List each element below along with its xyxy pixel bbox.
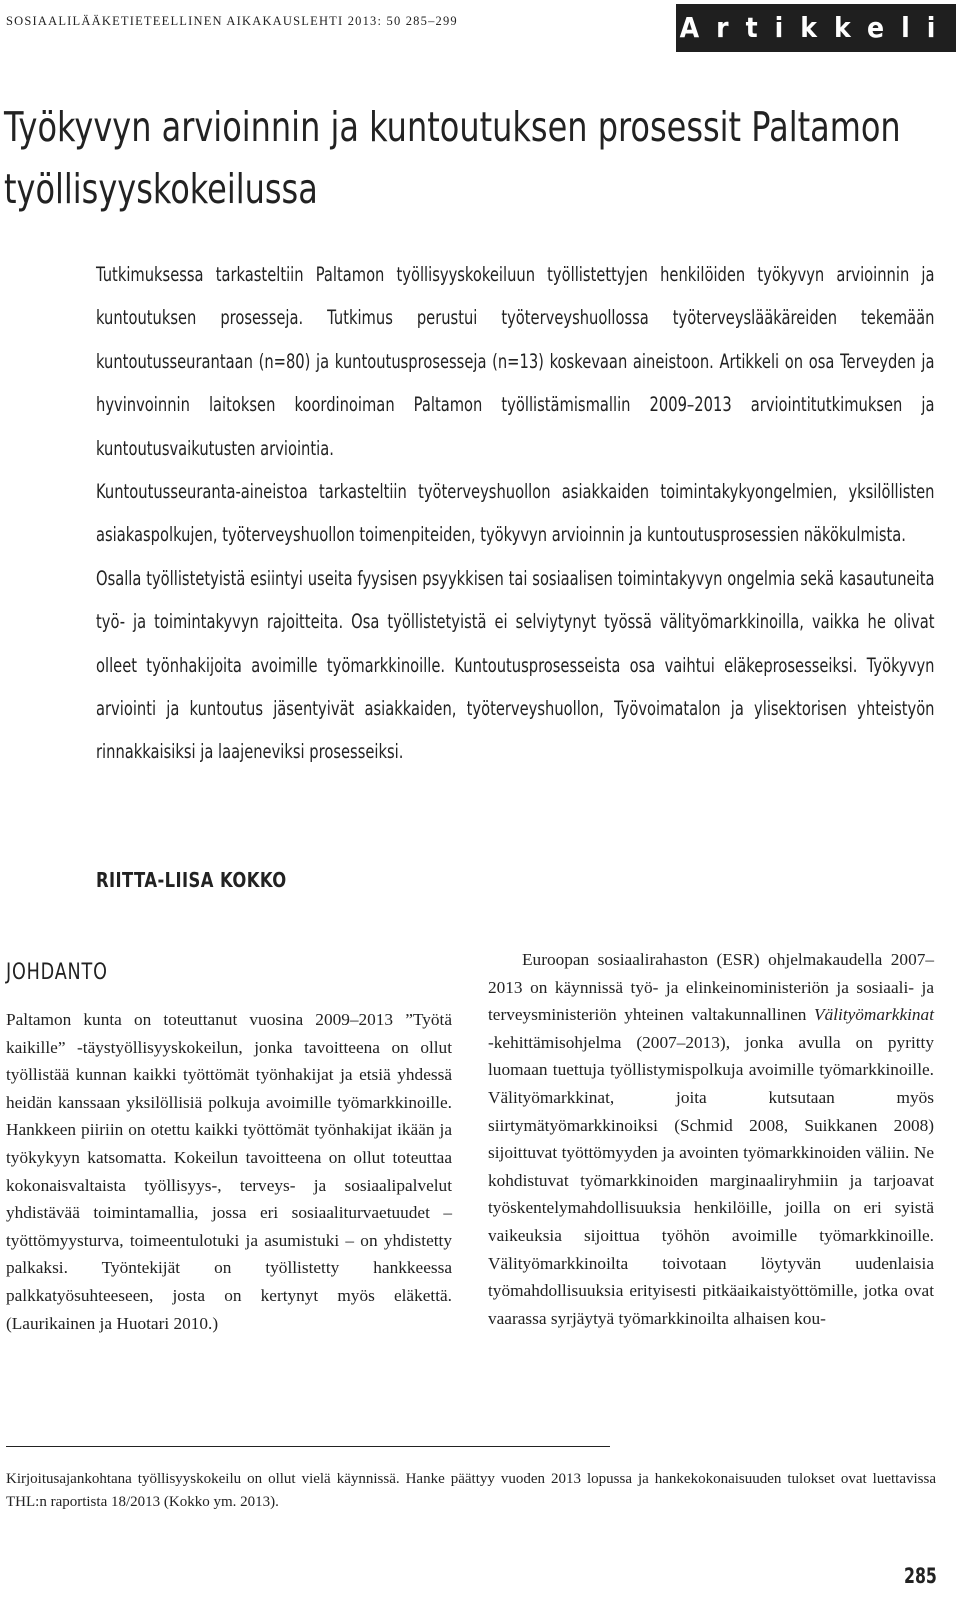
abstract-paragraph: Osalla työllistetyistä esiintyi useita fyysisen psyykkisen tai sosiaalisen toimintakyvyn ongelmia sekä kasautuneita työ- ja toimintakyvyn rajoitteita. Osa työllistetyistä ei selviytynyt työssä välityömarkkinoilla, vaikka he olivat olleet työnhakijoita avoimille työmarkkinoille. Kuntoutusprosesseista osa vaihtui eläkeprosesseiksi. Työkyvyn arviointi ja kuntoutus jäsentyivät asiakkaiden, työterveyshuollon, Työvoimatalon ja ylisektorisen yhteistyön rinnakkaisiksi ja laajeneviksi prosesseiksi. — [96, 566, 935, 764]
footnote-text: Kirjoitusajankohtana työllisyyskokeilu on ollut vielä käynnissä. Hanke päättyy vuoden 2013 lopussa ja hankekokonaisuuden tulokset ovat luettavissa THL:n raportista 18/2013 (Kokko ym. 2013). — [6, 1471, 936, 1510]
abstract-paragraph: Kuntoutusseuranta-aineistoa tarkasteltiin työterveyshuollon asiakkaiden toimintakykyongelmien, yksilöllisten asiakaspolkujen, työterveyshuollon toimenpiteiden, työkyvyn arvioinnin ja kuntoutusprosessien näkökulmista. — [96, 480, 935, 547]
section-label: Artikkeli — [676, 4, 956, 52]
footnote — [6, 1468, 936, 1513]
body-column-left — [6, 1006, 452, 1337]
author-name: RIITTA-LIISA KOKKO — [96, 868, 287, 892]
emphasized-term: Välityömarkkinat — [814, 1005, 934, 1025]
body-paragraph — [488, 946, 934, 1332]
footnote-divider — [6, 1446, 610, 1447]
abstract-paragraph: Tutkimuksessa tarkasteltiin Paltamon työllisyyskokeiluun työllistettyjen henkilöiden työkyvyn arvioinnin ja kuntoutuksen prosesseja. Tutkimus perustui työterveyshuollossa työterveyslääkäreiden tekemään kuntoutusseurantaan (n=80) ja kuntoutusprosesseja (n=13) koskevaan aineistoon. Artikkeli on osa Terveyden ja hyvinvoinnin laitoksen koordinoiman Paltamon työllistämismallin 2009–2013 arviointitutkimuksen ja kuntoutusvaikutusten arviointia. — [96, 263, 935, 460]
body-text: -kehittämisohjelma (2007–2013), jonka avulla on pyritty luomaan tuettuja työllistymispolkuja avoimille työmarkkinoille. Välityömarkkinat, joita kutsutaan myös siirtymätyömarkkinoiksi (Schmid 2008, Suikkanen 2008) sijoittuvat työttömyyden ja avointen työmarkkinoiden väliin. Ne kohdistuvat työmarkkinoiden marginaaliryhmiin ja tarjoavat työskentelymahdollisuuksia henkilöille, joilla on eri syistä vaikeuksia sijoittua työhön avoimille työmarkkinoille. Välityömarkkinoilta toivotaan löytyvän uudenlaisia työmahdollisuuksia erityisesti pitkäaikaistyöttömille, jotka ovat vaarassa syrjäytyä työmarkkinoilta alhaisen kou- — [488, 1032, 934, 1328]
section-heading: JOHDANTO — [6, 960, 108, 985]
body-column-right — [488, 946, 934, 1332]
journal-citation: SOSIAALILÄÄKETIETEELLINEN AIKAKAUSLEHTI 2013: 50 285–299 — [6, 14, 458, 28]
body-text: Euroopan sosiaalirahaston (ESR) ohjelmakaudella 2007–2013 on käynnissä työ- ja elinkeinoministeriön ja sosiaali- ja terveysministeriön yhteinen valtakunnallinen — [488, 950, 934, 1025]
body-paragraph: Paltamon kunta on toteuttanut vuosina 2009–2013 ”Työtä kaikille” -täystyöllisyyskokeilun, jonka tavoitteena on ollut työllistää kunnan kaikki työttömät työnhakijat ja etsiä yhdessä heidän kanssaan yksilöllisiä polkuja avoimille työmarkkinoille. Hankkeen piiriin on otettu kaikki työttömät työnhakijat ikään ja työkykyyn katsomatta. Kokeilun tavoitteena on ollut toteuttaa kokonaisvaltaista työllisyys-, terveys- ja sosiaalipalvelut yhdistävää toimintamallia, jossa eri sosiaaliturvaetuudet – työttömyysturva, toimeentulotuki ja asumistuki – on yhdistetty palkaksi. Työntekijät on työllistetty hankkeessa palkkatyösuhteeseen, josta on kertynyt myös eläkettä. (Laurikainen ja Huotari 2010.) — [6, 1010, 452, 1333]
abstract — [96, 253, 935, 774]
page-number: 285 — [904, 1564, 937, 1588]
article-title: Työkyvyn arvioinnin ja kuntoutuksen prosessit Paltamon työllisyyskokeilussa — [4, 103, 901, 213]
